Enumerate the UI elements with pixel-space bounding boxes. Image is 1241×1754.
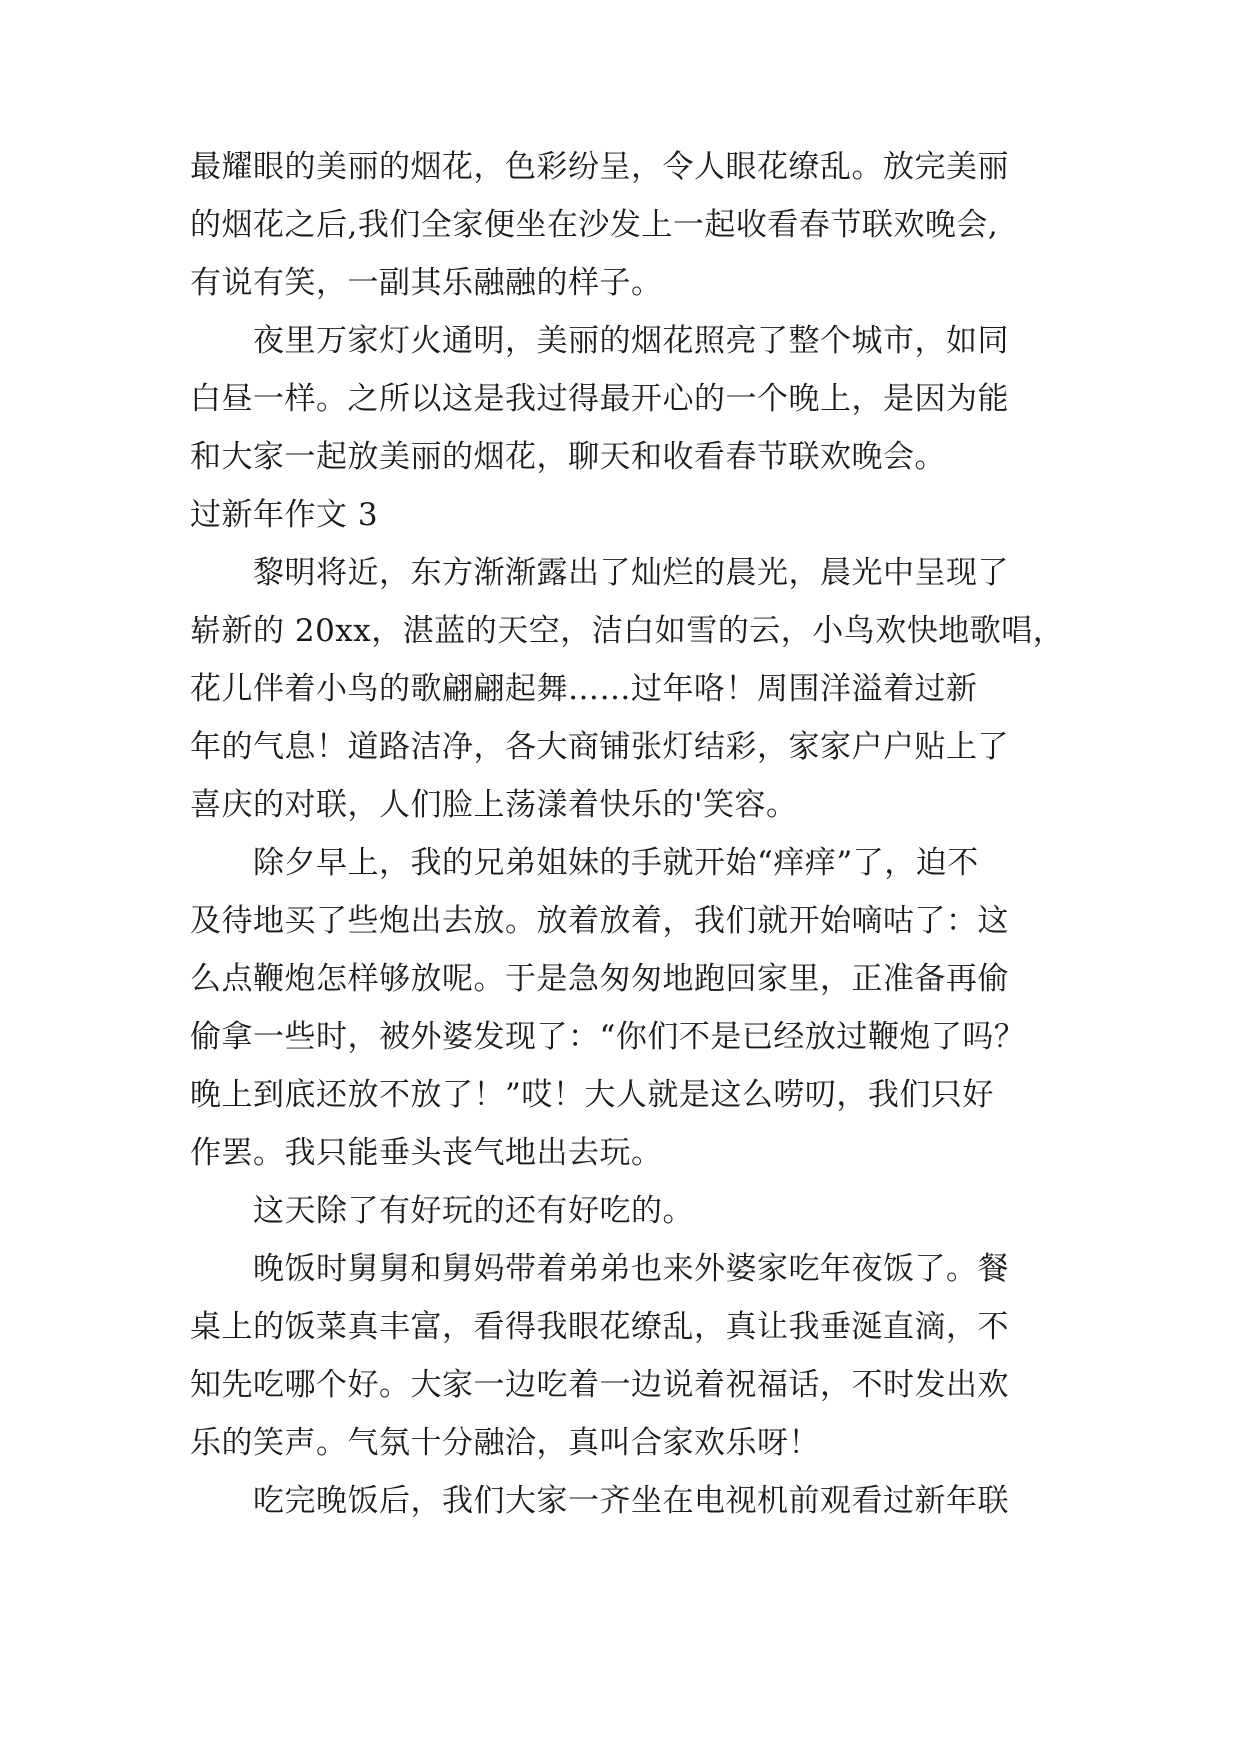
- text-line: 晚上到底还放不放了！”哎！大人就是这么唠叨，我们只好: [190, 1077, 994, 1113]
- text-line: 黎明将近，东方渐渐露出了灿烂的晨光，晨光中呈现了: [190, 555, 1009, 591]
- text-line: 年的气息！道路洁净，各大商铺张灯结彩，家家户户贴上了: [190, 729, 1009, 765]
- text-line: 白昼一样。之所以这是我过得最开心的一个晚上，是因为能: [190, 381, 1009, 417]
- text-line: 夜里万家灯火通明，美丽的烟花照亮了整个城市，如同: [190, 323, 1009, 359]
- text-line: 偷拿一些时，被外婆发现了：“你们不是已经放过鞭炮了吗？: [190, 1019, 1026, 1055]
- text-line: 么点鞭炮怎样够放呢。于是急匆匆地跑回家里，正准备再偷: [190, 961, 1009, 997]
- text-line: 喜庆的对联，人们脸上荡漾着快乐的'笑容。: [190, 787, 798, 823]
- text-line: 作罢。我只能垂头丧气地出去玩。: [190, 1135, 663, 1171]
- text-line: 崭新的 20xx，湛蓝的天空，洁白如雪的云，小鸟欢快地歌唱，: [190, 613, 1065, 649]
- text-line: 这天除了有好玩的还有好吃的。: [190, 1193, 694, 1229]
- text-line: 知先吃哪个好。大家一边吃着一边说着祝福话，不时发出欢: [190, 1367, 1009, 1403]
- text-line: 最耀眼的美丽的烟花，色彩纷呈，令人眼花缭乱。放完美丽: [190, 149, 1009, 185]
- section-heading: 过新年作文 3: [190, 497, 379, 533]
- text-line: 除夕早上，我的兄弟姐妹的手就开始“痒痒”了，迫不: [190, 845, 979, 881]
- text-line: 及待地买了些炮出去放。放着放着，我们就开始嘀咕了：这: [190, 903, 1009, 939]
- text-line: 和大家一起放美丽的烟花，聊天和收看春节联欢晚会。: [190, 439, 946, 475]
- text-line: 乐的笑声。气氛十分融洽，真叫合家欢乐呀！: [190, 1425, 820, 1461]
- text-line: 桌上的饭菜真丰富，看得我眼花缭乱，真让我垂涎直滴，不: [190, 1309, 1009, 1345]
- text-line: 花儿伴着小鸟的歌翩翩起舞……过年咯！周围洋溢着过新: [190, 671, 978, 707]
- text-line: 晚饭时舅舅和舅妈带着弟弟也来外婆家吃年夜饭了。餐: [190, 1251, 1009, 1287]
- text-line: 的烟花之后,我们全家便坐在沙发上一起收看春节联欢晚会,: [190, 207, 999, 243]
- text-line: 吃完晚饭后，我们大家一齐坐在电视机前观看过新年联: [190, 1483, 1009, 1519]
- text-line: 有说有笑，一副其乐融融的样子。: [190, 265, 663, 301]
